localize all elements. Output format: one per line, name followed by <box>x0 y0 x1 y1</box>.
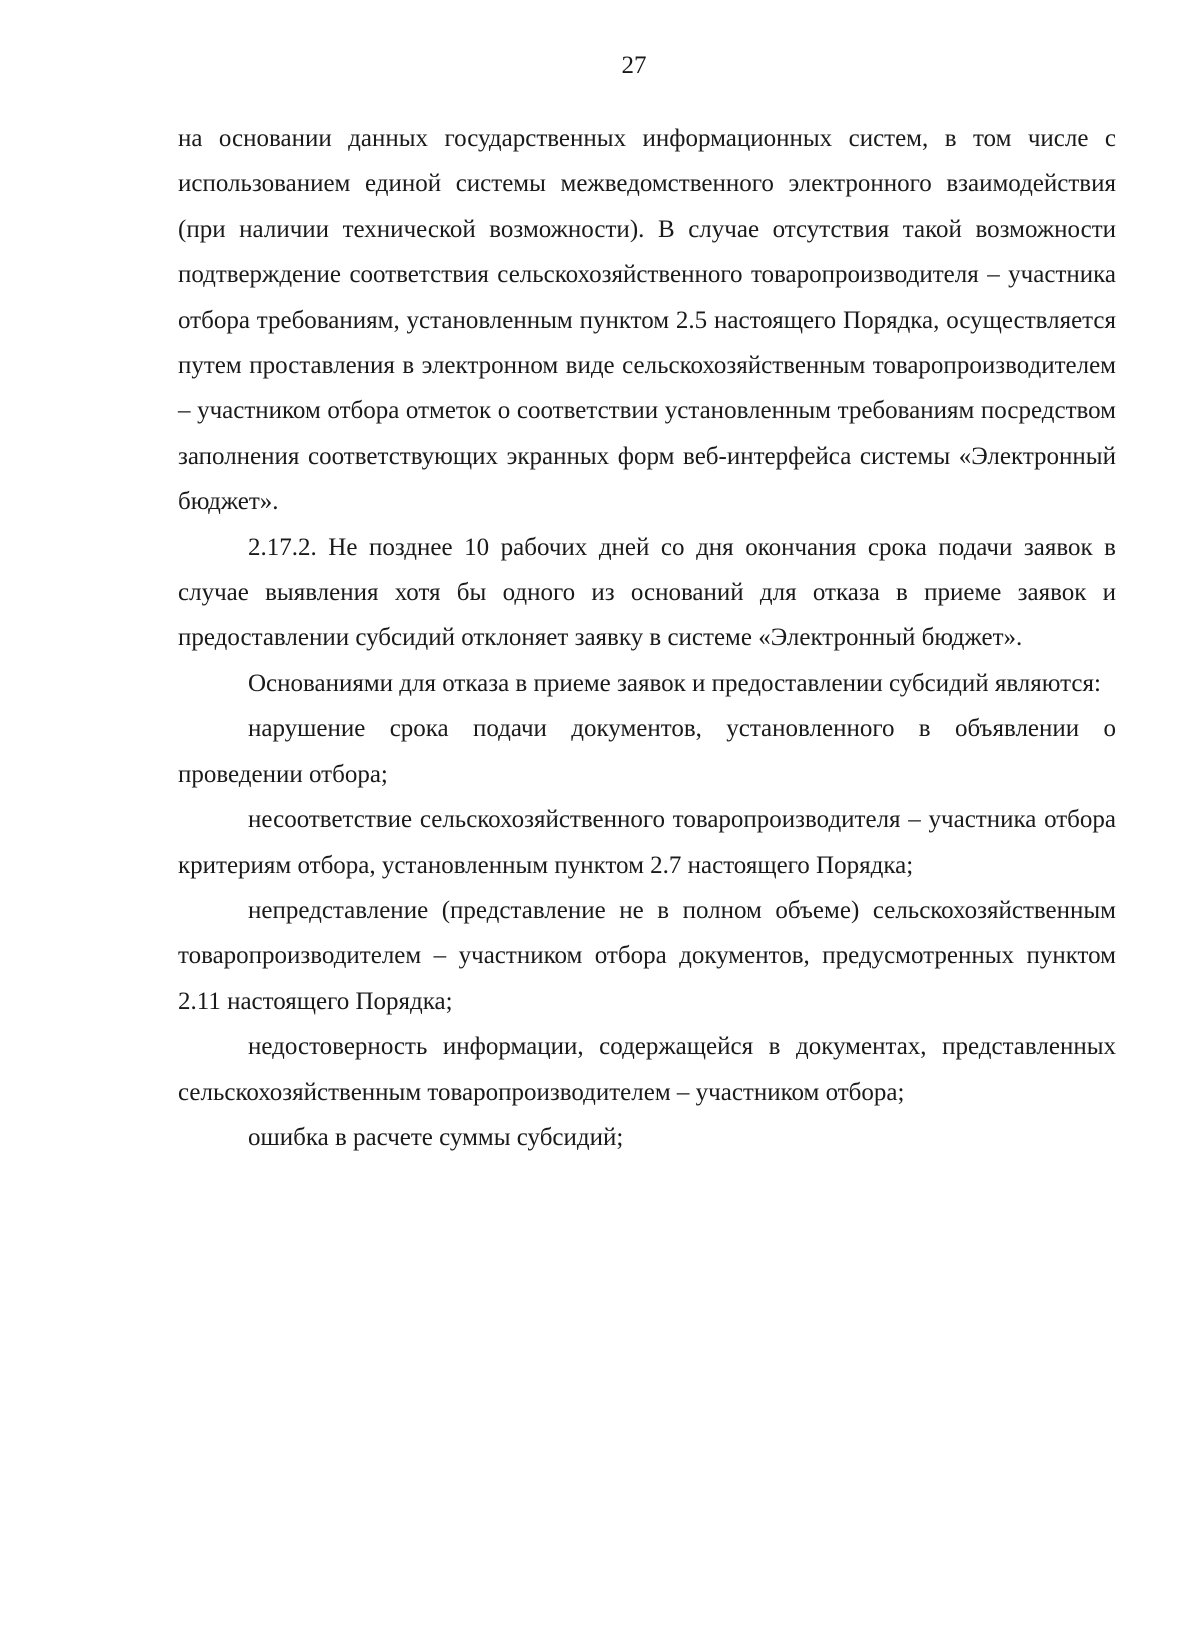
document-body <box>178 116 1116 1160</box>
paragraph-ground-5: ошибка в расчете суммы субсидий; <box>248 1123 624 1151</box>
paragraph-ground-2: несоответствие сельскохозяйственного товаропроизводителя – участника отбора критериям отбора, установленным пунктом 2.7 настоящего Порядка; <box>178 806 1116 879</box>
paragraph-ground-4: недостоверность информации, содержащейся в документах, представленных сельскохозяйственным товаропроизводителем – участником отбора; <box>178 1033 1116 1106</box>
paragraph-ground-3: непредставление (представление не в полном объеме) сельскохозяйственным товаропроизводителем – участником отбора документов, предусмотренных пунктом 2.11 настоящего Порядка; <box>178 896 1116 1015</box>
page-number: 27 <box>621 52 647 79</box>
paragraph-continuation: на основании данных государственных информационных систем, в том числе с использованием единой системы межведомственного электронного взаимодействия (при наличии технической возможности). В случае отсутствия такой возможности подтверждение соответствия сельскохозяйственного товаропроизводителя – участника отбора требованиям, установленным пунктом 2.5 настоящего Порядка, осуществляется путем проставления в электронном виде сельскохозяйственным товаропроизводителем – участником отбора отметок о соответствии установленным требованиям посредством заполнения соответствующих экранных форм веб-интерфейса системы «Электронный бюджет». <box>178 125 1116 516</box>
paragraph-item-2-17-2: 2.17.2. Не позднее 10 рабочих дней со дня окончания срока подачи заявок в случае выявления хотя бы одного из оснований для отказа в приеме заявок и предоставлении субсидий отклоняет заявку в системе «Электронный бюджет». <box>178 533 1116 652</box>
paragraph-grounds-intro: Основаниями для отказа в приеме заявок и предоставлении субсидий являются: <box>248 669 1101 697</box>
paragraph-ground-1: нарушение срока подачи документов, установленного в объявлении о проведении отбора; <box>178 715 1116 788</box>
